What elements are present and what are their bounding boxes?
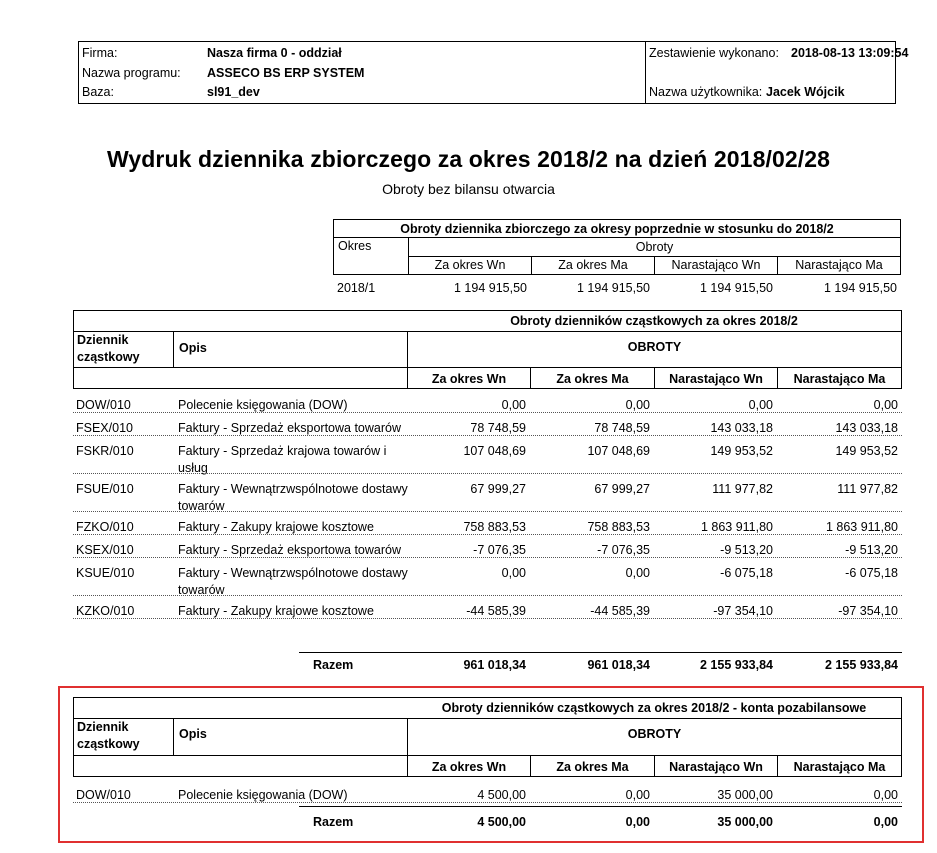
value-cell: -7 076,35	[597, 543, 650, 557]
journal-table-header	[73, 310, 902, 389]
journal-rows	[73, 390, 902, 650]
value-cell: 78 748,59	[594, 421, 650, 435]
col-header: Narastająco Wn	[669, 372, 763, 386]
value-cell: 1 863 911,80	[825, 520, 898, 534]
col-header: Za okres Wn	[431, 760, 507, 774]
report-subtitle: Obroty bez bilansu otwarcia	[382, 181, 555, 197]
opis-label: Opis	[179, 341, 207, 355]
obroty-label: OBROTY	[627, 727, 682, 741]
value-cell: -44 585,39	[590, 604, 650, 618]
journal-caption: Obroty dzienników cząstkowych za okres 2018/2	[510, 314, 798, 328]
value-cell: -44 585,39	[466, 604, 526, 618]
row-code: KSUE/010	[76, 566, 135, 580]
total-label: Razem	[313, 658, 354, 672]
previous-caption: Obroty dziennika zbiorczego za okresy poprzednie w stosunku do 2018/2	[400, 222, 834, 236]
total-label: Razem	[313, 815, 354, 829]
dziennik-label: Dziennik	[77, 720, 129, 734]
row-description: Polecenie księgowania (DOW)	[178, 398, 348, 412]
value-cell: 1 194 915,50	[454, 281, 527, 295]
zestawienie-value: 2018-08-13 13:09:54	[791, 46, 909, 60]
divider	[74, 718, 901, 719]
row-description: Faktury - Wewnątrzwspólnotowe dostawy	[178, 482, 408, 496]
value-cell: -9 513,20	[720, 543, 773, 557]
okres-value: 2018/1	[337, 281, 376, 295]
program-value: ASSECO BS ERP SYSTEM	[207, 66, 365, 80]
offbalance-table-header	[73, 697, 902, 777]
row-description: Polecenie księgowania (DOW)	[178, 788, 348, 802]
value-cell: 1 194 915,50	[824, 281, 897, 295]
row-description: Faktury - Sprzedaż eksportowa towarów	[178, 543, 402, 557]
total-divider	[299, 806, 902, 807]
row-description: Faktury - Wewnątrzwspólnotowe dostawy	[178, 566, 408, 580]
col-header: Za okres Ma	[556, 760, 629, 774]
obroty-label: OBROTY	[627, 340, 682, 354]
offbalance-caption: Obroty dzienników cząstkowych za okres 2018/2 - konta pozabilansowe	[441, 701, 867, 715]
zestawienie-label: Zestawienie wykonano:	[649, 46, 779, 60]
row-code: FZKO/010	[76, 520, 134, 534]
col-header: Narastająco Ma	[793, 372, 886, 386]
value-cell: 0,00	[501, 566, 526, 580]
row-separator	[73, 802, 902, 803]
baza-label: Baza:	[82, 85, 114, 99]
value-cell: 0,00	[625, 788, 650, 802]
row-code: FSUE/010	[76, 482, 134, 496]
value-cell: 149 953,52	[835, 444, 898, 458]
value-cell: 0,00	[625, 566, 650, 580]
value-cell: 4 500,00	[477, 788, 526, 802]
divider	[173, 718, 174, 755]
col-header: Narastająco Ma	[795, 258, 883, 272]
uzytkownik-label: Nazwa użytkownika:	[649, 85, 763, 99]
journal-total-row	[73, 655, 902, 675]
row-code: FSKR/010	[76, 444, 134, 458]
value-cell: 107 048,69	[463, 444, 526, 458]
value-cell: 0,00	[625, 398, 650, 412]
row-code: KZKO/010	[76, 604, 135, 618]
total-divider	[299, 652, 902, 653]
row-code: KSEX/010	[76, 543, 134, 557]
value-cell: -6 075,18	[845, 566, 898, 580]
report-header-box	[78, 41, 909, 104]
table-row	[73, 390, 902, 412]
row-description: Faktury - Sprzedaż eksportowa towarów	[178, 421, 402, 435]
value-cell: 111 977,82	[712, 482, 773, 496]
value-cell: 35 000,00	[717, 788, 773, 802]
col-header: Narastająco Ma	[793, 760, 886, 774]
value-cell: 67 999,27	[594, 482, 650, 496]
firma-value: Nasza firma 0 - oddział	[207, 46, 342, 60]
dziennik-label: Dziennik	[77, 333, 129, 347]
value-cell: 143 033,18	[710, 421, 773, 435]
dziennik-label: cząstkowy	[77, 737, 140, 751]
table-row	[73, 596, 902, 618]
header-divider	[645, 42, 646, 103]
value-cell: -9 513,20	[845, 543, 898, 557]
total-value: 961 018,34	[587, 658, 650, 672]
divider	[173, 331, 174, 367]
col-header: Za okres Ma	[558, 258, 628, 272]
value-cell: 1 194 915,50	[577, 281, 650, 295]
table-row	[73, 413, 902, 435]
row-separator	[73, 618, 902, 619]
table-row	[73, 780, 902, 802]
table-row	[73, 474, 902, 511]
row-description-cont: towarów	[178, 499, 225, 513]
okres-label: Okres	[338, 239, 372, 253]
value-cell: 143 033,18	[835, 421, 898, 435]
firma-label: Firma:	[82, 46, 118, 60]
total-value: 35 000,00	[717, 815, 773, 829]
value-cell: -97 354,10	[713, 604, 773, 618]
value-cell: 78 748,59	[470, 421, 526, 435]
value-cell: 0,00	[748, 398, 773, 412]
row-code: DOW/010	[76, 788, 131, 802]
previous-periods-table	[333, 219, 901, 275]
value-cell: 1 863 911,80	[700, 520, 773, 534]
row-description: Faktury - Sprzedaż krajowa towarów i	[178, 444, 387, 458]
divider	[334, 237, 900, 238]
value-cell: 107 048,69	[587, 444, 650, 458]
value-cell: 758 883,53	[463, 520, 526, 534]
row-code: DOW/010	[76, 398, 131, 412]
row-description: Faktury - Zakupy krajowe kosztowe	[178, 520, 374, 534]
value-cell: 149 953,52	[710, 444, 773, 458]
value-cell: 0,00	[873, 788, 898, 802]
table-row	[73, 558, 902, 595]
total-value: 961 018,34	[463, 658, 526, 672]
col-header: Za okres Wn	[431, 372, 507, 386]
value-cell: 1 194 915,50	[700, 281, 773, 295]
previous-row	[333, 277, 901, 295]
offbalance-total-row	[73, 812, 902, 832]
report-title: Wydruk dziennika zbiorczego za okres 2018/2 na dzień 2018/02/28	[106, 146, 831, 172]
row-description-cont: usług	[178, 461, 208, 475]
value-cell: 0,00	[873, 398, 898, 412]
baza-value: sl91_dev	[207, 85, 260, 99]
total-value: 0,00	[625, 815, 650, 829]
total-value: 4 500,00	[477, 815, 526, 829]
table-row	[73, 535, 902, 557]
total-value: 2 155 933,84	[700, 658, 773, 672]
col-header: Narastająco Wn	[669, 760, 763, 774]
value-cell: 758 883,53	[587, 520, 650, 534]
value-cell: 0,00	[501, 398, 526, 412]
obroty-label: Obroty	[635, 240, 674, 254]
value-cell: 111 977,82	[837, 482, 898, 496]
col-header: Za okres Wn	[434, 258, 506, 272]
total-value: 2 155 933,84	[825, 658, 898, 672]
value-cell: -97 354,10	[838, 604, 898, 618]
row-description: Faktury - Zakupy krajowe kosztowe	[178, 604, 374, 618]
dziennik-label: cząstkowy	[77, 350, 140, 364]
table-row	[73, 436, 902, 473]
uzytkownik-value: Jacek Wójcik	[766, 85, 845, 99]
row-code: FSEX/010	[76, 421, 133, 435]
value-cell: -6 075,18	[720, 566, 773, 580]
value-cell: 67 999,27	[470, 482, 526, 496]
program-label: Nazwa programu:	[82, 66, 181, 80]
table-row	[73, 512, 902, 534]
value-cell: -7 076,35	[473, 543, 526, 557]
col-header: Narastająco Wn	[671, 258, 761, 272]
divider	[74, 331, 901, 332]
opis-label: Opis	[179, 727, 207, 741]
total-value: 0,00	[873, 815, 898, 829]
col-header: Za okres Ma	[556, 372, 629, 386]
row-description-cont: towarów	[178, 583, 225, 597]
